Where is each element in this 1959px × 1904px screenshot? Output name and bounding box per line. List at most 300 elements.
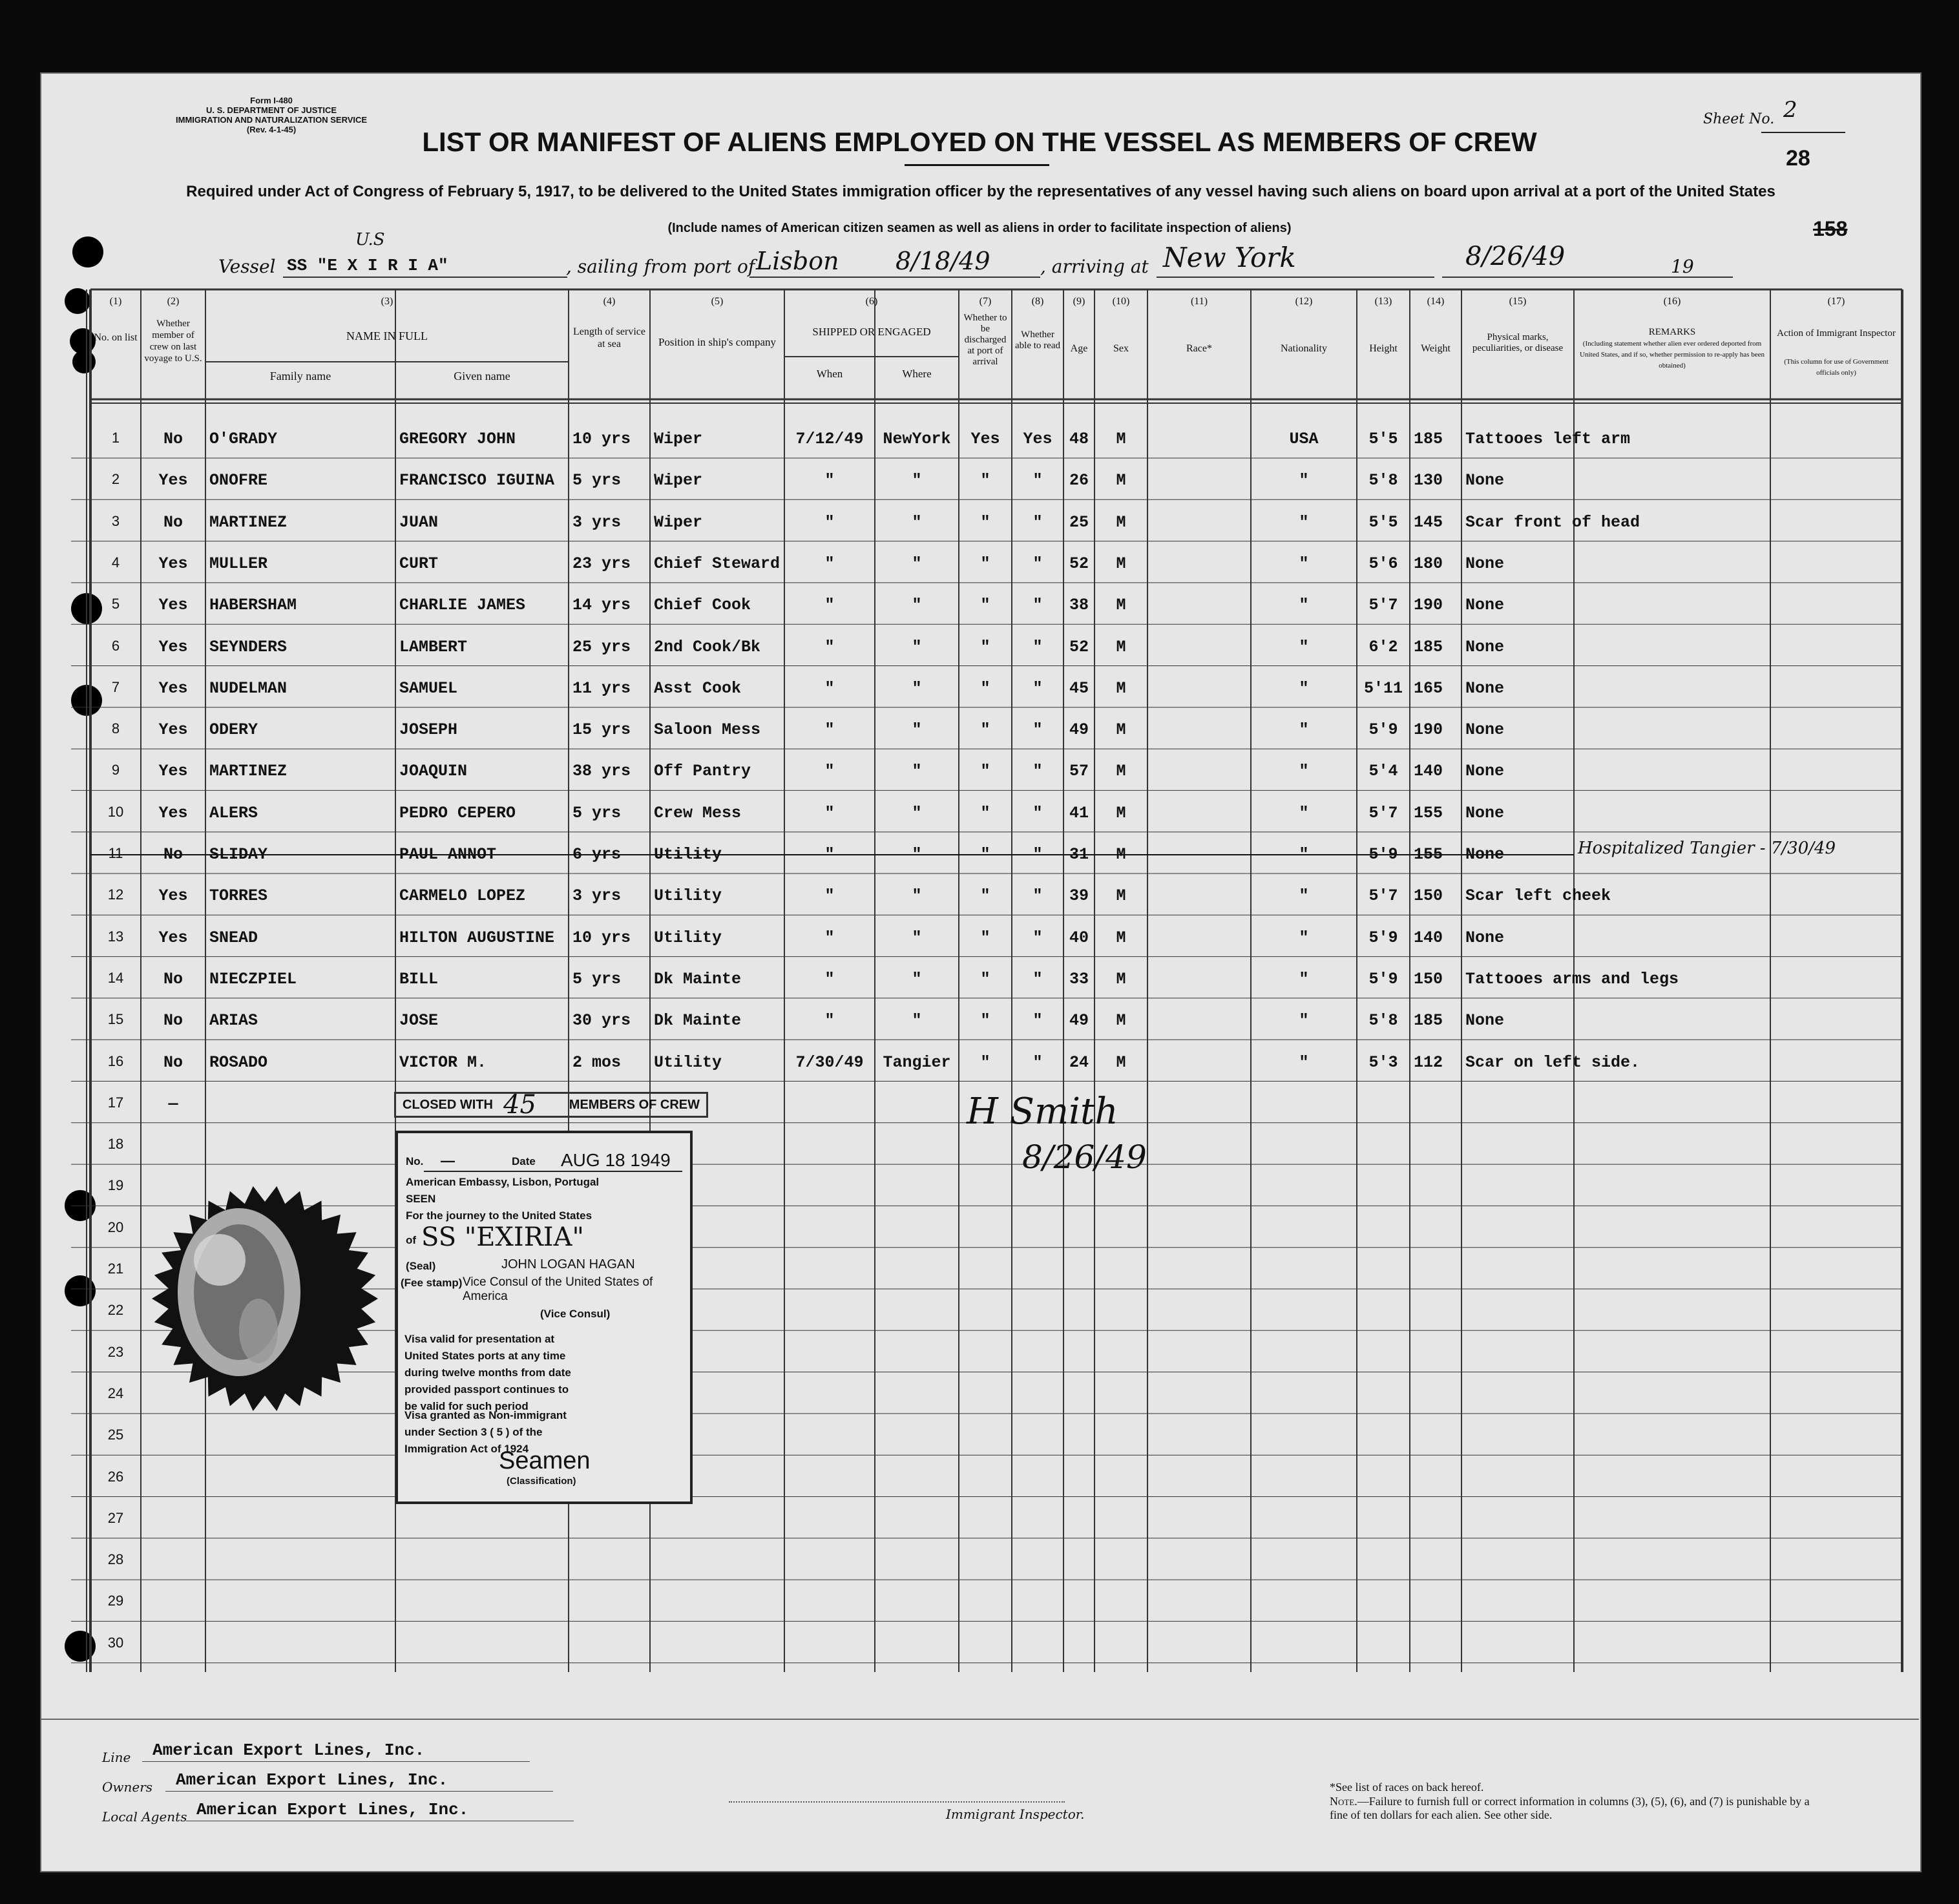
visa-no: — bbox=[441, 1153, 455, 1169]
cell-read: " bbox=[1032, 1052, 1043, 1072]
cell-position: Wiper bbox=[654, 471, 703, 490]
header-col-num: (7) bbox=[979, 296, 992, 307]
cell-nationality: " bbox=[1299, 1011, 1309, 1030]
cell-no: 29 bbox=[107, 1593, 124, 1609]
cell-nationality: " bbox=[1299, 886, 1309, 906]
cell-age: 24 bbox=[1069, 1052, 1089, 1072]
cell-service: 10 yrs bbox=[572, 928, 631, 947]
cell-sex: M bbox=[1116, 928, 1126, 947]
cell-height: 5'7 bbox=[1368, 596, 1398, 615]
header-col-num: (17) bbox=[1827, 296, 1845, 307]
visa-vessel: SS "EXIRIA" bbox=[421, 1222, 584, 1252]
visa-classification: Seamen bbox=[499, 1447, 591, 1474]
cell-marks: None bbox=[1465, 471, 1505, 490]
cell-no: 8 bbox=[111, 720, 120, 737]
closed-stamp bbox=[394, 1092, 708, 1118]
cell-where: " bbox=[912, 554, 922, 573]
header-col-num: (10) bbox=[1112, 296, 1130, 307]
visa-granted: Visa granted as Non-immigrant under Section 3 ( 5 ) of the Immigration Act of 1924 bbox=[404, 1409, 567, 1455]
line-value: American Export Lines, Inc. bbox=[152, 1741, 425, 1760]
owners-rule bbox=[165, 1791, 553, 1792]
cell-given: JOSE bbox=[399, 1011, 439, 1030]
signature-name: H Smith bbox=[967, 1091, 1118, 1133]
cell-weight: 180 bbox=[1414, 554, 1443, 573]
cell-given: JOAQUIN bbox=[399, 762, 468, 781]
header-col-num: (6) bbox=[865, 296, 878, 307]
cell-given: JOSEPH bbox=[399, 720, 458, 740]
cell-read: " bbox=[1032, 678, 1043, 698]
cell-nationality: " bbox=[1299, 803, 1309, 822]
cell-discharge: " bbox=[980, 803, 990, 822]
cell-where: " bbox=[912, 969, 922, 989]
cell-nationality: " bbox=[1299, 596, 1309, 615]
cell-marks: None bbox=[1465, 845, 1505, 864]
owners-label: Owners bbox=[102, 1779, 153, 1795]
cell-given: FRANCISCO IGUINA bbox=[399, 471, 555, 490]
cell-remarks: Hospitalized Tangier - 7/30/49 bbox=[1578, 839, 1836, 858]
cell-prev: Yes bbox=[158, 803, 188, 822]
cell-prev: Yes bbox=[158, 596, 188, 615]
header-col-num: (2) bbox=[167, 296, 180, 307]
cell-marks: Scar on left side. bbox=[1465, 1052, 1640, 1072]
cell-no: 6 bbox=[111, 637, 120, 654]
cell-when: " bbox=[824, 471, 835, 490]
revision: (Rev. 4-1-45) bbox=[246, 125, 297, 134]
cell-prev: Yes bbox=[158, 637, 188, 656]
cell-discharge: " bbox=[980, 845, 990, 864]
cell-marks: Scar left cheek bbox=[1465, 886, 1611, 906]
cell-discharge: " bbox=[980, 720, 990, 740]
cell-prev: No bbox=[163, 512, 183, 532]
cell-given: SAMUEL bbox=[399, 678, 458, 698]
cell-family: ARIAS bbox=[209, 1011, 258, 1030]
cell-weight: 190 bbox=[1414, 720, 1443, 740]
cell-sex: M bbox=[1116, 637, 1126, 656]
cell-when: 7/12/49 bbox=[795, 430, 864, 448]
service-name: IMMIGRATION AND NATURALIZATION SERVICE bbox=[176, 115, 368, 125]
header-sub-label: Where bbox=[902, 368, 932, 380]
cell-discharge: " bbox=[980, 928, 990, 947]
cell-read: " bbox=[1032, 596, 1043, 615]
header-col-label: Whether member of crew on last voyage to U.S. bbox=[144, 319, 202, 364]
crew-note: (Include names of American citizen seamen as well as aliens in order to facilitate inspection of aliens) bbox=[667, 221, 1292, 235]
cell-family: SLIDAY bbox=[209, 845, 268, 864]
cell-no: 17 bbox=[107, 1094, 124, 1111]
cell-prev: No bbox=[163, 969, 183, 989]
cell-position: Dk Mainte bbox=[654, 969, 742, 989]
cell-nationality: " bbox=[1299, 969, 1309, 989]
cell-height: 5'4 bbox=[1368, 762, 1398, 781]
header-col-num: (11) bbox=[1190, 296, 1208, 307]
cell-marks: Tattooes left arm bbox=[1465, 430, 1631, 448]
cell-given: CURT bbox=[399, 554, 439, 573]
cell-nationality: " bbox=[1299, 554, 1309, 573]
arriving-label: , arriving at bbox=[1040, 256, 1149, 277]
cell-sex: M bbox=[1116, 803, 1126, 822]
cell-no: 11 bbox=[108, 845, 123, 861]
cell-height: 6'2 bbox=[1368, 637, 1398, 656]
header-col-label: REMARKS bbox=[1648, 327, 1696, 337]
header-sub-label: When bbox=[816, 368, 843, 380]
inspector-rule bbox=[729, 1801, 1065, 1803]
cell-age: 26 bbox=[1069, 471, 1089, 490]
cell-height: 5'7 bbox=[1368, 803, 1398, 822]
cell-where: " bbox=[912, 637, 922, 656]
cell-given: JUAN bbox=[399, 512, 439, 532]
cell-when: " bbox=[824, 554, 835, 573]
visa-class-label: (Classification) bbox=[507, 1476, 576, 1487]
cell-discharge: " bbox=[980, 637, 990, 656]
cell-service: 2 mos bbox=[572, 1052, 622, 1072]
cell-service: 11 yrs bbox=[572, 678, 631, 698]
embossed-seal bbox=[142, 1176, 388, 1421]
cell-prev: No bbox=[163, 430, 183, 448]
header-col-label: Length of service at sea bbox=[573, 326, 645, 350]
cell-prev: No bbox=[163, 845, 183, 864]
cell-service: 25 yrs bbox=[572, 637, 631, 656]
cell-prev: Yes bbox=[158, 554, 188, 573]
header-col-num: (1) bbox=[109, 296, 122, 307]
cell-read: " bbox=[1032, 762, 1043, 781]
cell-when: " bbox=[824, 720, 835, 740]
vessel-name: SS "E X I R I A" bbox=[287, 256, 448, 275]
cell-given: CARMELO LOPEZ bbox=[399, 886, 526, 906]
sheet-label: Sheet No. bbox=[1703, 111, 1775, 127]
cell-service: 5 yrs bbox=[572, 969, 622, 989]
cell-given: PAUL ANNOT bbox=[399, 845, 497, 864]
cell-where: Tangier bbox=[883, 1052, 951, 1072]
cell-sex: M bbox=[1116, 430, 1126, 448]
cell-where: " bbox=[912, 596, 922, 615]
cell-when: " bbox=[824, 512, 835, 532]
cell-no: 4 bbox=[111, 554, 120, 570]
cell-read: " bbox=[1032, 720, 1043, 740]
cell-given: CHARLIE JAMES bbox=[399, 596, 526, 615]
sailing-label: , sailing from port of bbox=[566, 256, 755, 277]
cell-family: HABERSHAM bbox=[209, 596, 297, 615]
cell-prev: Yes bbox=[158, 762, 188, 781]
cell-no: 22 bbox=[107, 1302, 124, 1319]
cell-nationality: " bbox=[1299, 928, 1309, 947]
cell-position: Utility bbox=[654, 928, 722, 947]
agents-value: American Export Lines, Inc. bbox=[196, 1800, 469, 1819]
cell-where: " bbox=[912, 803, 922, 822]
cell-height: 5'8 bbox=[1368, 1011, 1398, 1030]
cell-age: 49 bbox=[1069, 720, 1089, 740]
header-col-label: Position in ship's company bbox=[658, 336, 777, 348]
header-col-label: Action of Immigrant Inspector bbox=[1777, 328, 1896, 339]
cell-height: 5'11 bbox=[1363, 678, 1403, 698]
cell-position: Chief Steward bbox=[654, 554, 780, 573]
cell-when: " bbox=[824, 1011, 835, 1030]
closed-post: MEMBERS OF CREW bbox=[569, 1097, 700, 1112]
cell-nationality: " bbox=[1299, 637, 1309, 656]
cell-read: " bbox=[1032, 886, 1043, 906]
from-port: Lisbon bbox=[756, 247, 839, 275]
cell-position: Utility bbox=[654, 1052, 722, 1072]
cell-no: 1 bbox=[111, 430, 120, 446]
cell-no: 21 bbox=[107, 1261, 124, 1277]
race-note: *See list of races on back hereof. bbox=[1330, 1781, 1484, 1794]
cell-family: SNEAD bbox=[209, 928, 258, 947]
cell-prev: Yes bbox=[158, 471, 188, 490]
cell-when: " bbox=[824, 762, 835, 781]
cell-no: 10 bbox=[107, 803, 124, 820]
header-col-num: (13) bbox=[1374, 296, 1392, 307]
vessel-label: Vessel bbox=[218, 256, 276, 277]
cell-sex: M bbox=[1116, 720, 1126, 740]
cell-height: 5'9 bbox=[1368, 845, 1398, 864]
cell-discharge: Yes bbox=[970, 430, 1000, 448]
cell-discharge: " bbox=[980, 969, 990, 989]
cell-height: 5'7 bbox=[1368, 886, 1398, 906]
cell-discharge: " bbox=[980, 1052, 990, 1072]
visa-rule bbox=[424, 1171, 682, 1172]
header-col-num: (15) bbox=[1509, 296, 1527, 307]
visa-of-label: of bbox=[406, 1234, 417, 1246]
header-col-num: (4) bbox=[603, 296, 616, 307]
cell-no: 25 bbox=[107, 1427, 124, 1443]
cell-prev: Yes bbox=[158, 886, 188, 906]
cell-marks: None bbox=[1465, 762, 1505, 781]
department: U. S. DEPARTMENT OF JUSTICE bbox=[206, 105, 337, 115]
cell-where: NewYork bbox=[883, 430, 951, 448]
header-col-label: Physical marks, peculiarities, or disease bbox=[1472, 332, 1564, 353]
cell-nationality: " bbox=[1299, 1052, 1309, 1072]
cell-prev: Yes bbox=[158, 720, 188, 740]
cell-family: MARTINEZ bbox=[209, 512, 288, 532]
cell-family: ALERS bbox=[209, 803, 258, 822]
cell-sex: M bbox=[1116, 1052, 1126, 1072]
form-number: Form I-480 bbox=[250, 96, 293, 105]
cell-age: 52 bbox=[1069, 637, 1089, 656]
cell-when: " bbox=[824, 969, 835, 989]
cell-sex: M bbox=[1116, 969, 1126, 989]
cell-weight: 185 bbox=[1414, 430, 1443, 448]
visa-fee-stamp: (Fee stamp) bbox=[401, 1277, 463, 1289]
cell-nationality: " bbox=[1299, 471, 1309, 490]
cell-no: 20 bbox=[107, 1219, 124, 1235]
header-col-label: Nationality bbox=[1281, 343, 1327, 354]
cell-service: 5 yrs bbox=[572, 471, 622, 490]
cell-when: " bbox=[824, 803, 835, 822]
cell-family: NIECZPIEL bbox=[209, 969, 297, 989]
cell-service: 3 yrs bbox=[572, 886, 622, 906]
cell-position: Dk Mainte bbox=[654, 1011, 742, 1030]
cell-discharge: " bbox=[980, 678, 990, 698]
cell-no: 9 bbox=[111, 762, 120, 779]
cell-marks: Tattooes arms and legs bbox=[1465, 969, 1679, 989]
inspector-label: Immigrant Inspector. bbox=[946, 1806, 1085, 1822]
cell-when: " bbox=[824, 637, 835, 656]
cell-no: 30 bbox=[107, 1634, 124, 1651]
cell-no: 13 bbox=[107, 928, 124, 945]
header-col-num: (5) bbox=[711, 296, 724, 307]
cell-family: ODERY bbox=[209, 720, 258, 740]
to-date: 8/26/49 bbox=[1465, 242, 1566, 271]
strike-line bbox=[90, 854, 1574, 855]
header-col-label: Weight bbox=[1421, 343, 1451, 354]
cell-discharge: " bbox=[980, 596, 990, 615]
cell-no: 23 bbox=[107, 1343, 124, 1360]
cell-family: NUDELMAN bbox=[209, 678, 288, 698]
cell-no: 24 bbox=[107, 1385, 124, 1401]
cell-weight: 150 bbox=[1414, 886, 1443, 906]
cell-sex: M bbox=[1116, 554, 1126, 573]
header-col-num: (3) bbox=[381, 296, 393, 307]
cell-sex: M bbox=[1116, 512, 1126, 532]
cell-service: 6 yrs bbox=[572, 845, 622, 864]
cell-service: 23 yrs bbox=[572, 554, 631, 573]
header-sub-label: (This column for use of Government officials only) bbox=[1784, 358, 1889, 377]
cell-when: " bbox=[824, 845, 835, 864]
cell-height: 5'5 bbox=[1368, 430, 1398, 448]
cell-marks: Scar front of head bbox=[1465, 512, 1640, 532]
cell-read: " bbox=[1032, 845, 1043, 864]
header-col-num: (9) bbox=[1073, 296, 1085, 307]
cell-no: 2 bbox=[111, 471, 120, 488]
cell-weight: 112 bbox=[1414, 1052, 1443, 1072]
cell-no: 26 bbox=[107, 1468, 124, 1485]
cell-where: " bbox=[912, 928, 922, 947]
visa-journey: For the journey to the United States bbox=[406, 1209, 592, 1222]
cell-age: 45 bbox=[1069, 678, 1089, 698]
closed-pre: CLOSED WITH bbox=[403, 1097, 493, 1112]
cell-age: 57 bbox=[1069, 762, 1089, 781]
visa-officer: JOHN LOGAN HAGAN bbox=[501, 1257, 635, 1271]
cell-read: " bbox=[1032, 512, 1043, 532]
cell-no: 15 bbox=[107, 1011, 124, 1028]
cell-marks: None bbox=[1465, 720, 1505, 740]
header-col-label: Whether to be discharged at port of arrival bbox=[963, 313, 1007, 367]
header-col-label: NAME IN FULL bbox=[346, 330, 428, 342]
cell-weight: 150 bbox=[1414, 969, 1443, 989]
note-text: —Failure to furnish full or correct information in columns (3), (5), (6), and (7) is punishable by a fine of ten dollars for each alien. See other side. bbox=[1330, 1795, 1810, 1821]
visa-officer-title: Vice Consul of the United States of America bbox=[463, 1275, 653, 1303]
header-col-label: Sex bbox=[1113, 343, 1129, 354]
cell-family: ONOFRE bbox=[209, 471, 268, 490]
cell-discharge: " bbox=[980, 512, 990, 532]
cell-age: 39 bbox=[1069, 886, 1089, 906]
cell-marks: None bbox=[1465, 554, 1505, 573]
signature-date: 8/26/49 bbox=[1022, 1138, 1147, 1176]
cell-given: VICTOR M. bbox=[399, 1052, 487, 1072]
cell-sex: M bbox=[1116, 471, 1126, 490]
footer-rule bbox=[40, 1719, 1919, 1720]
cell-read: " bbox=[1032, 471, 1043, 490]
cell-where: " bbox=[912, 678, 922, 698]
cell-marks: None bbox=[1465, 803, 1505, 822]
from-date: 8/18/49 bbox=[896, 247, 990, 275]
owners-value: American Export Lines, Inc. bbox=[176, 1770, 448, 1790]
cell-height: 5'9 bbox=[1368, 928, 1398, 947]
cell-where: " bbox=[912, 471, 922, 490]
cell-where: " bbox=[912, 720, 922, 740]
cell-height: 5'8 bbox=[1368, 471, 1398, 490]
header-col-num: (12) bbox=[1295, 296, 1313, 307]
cell-weight: 155 bbox=[1414, 845, 1443, 864]
cell-position: Utility bbox=[654, 886, 722, 906]
agents-label: Local Agents bbox=[102, 1809, 187, 1825]
header-col-label: Whether able to read bbox=[1015, 330, 1060, 351]
cell-prev: No bbox=[163, 1052, 183, 1072]
header-sub-label: (Including statement whether alien ever ordered deported from United States, and if so, whether permission to re-apply has been obtained) bbox=[1580, 340, 1765, 370]
cell-where: " bbox=[912, 886, 922, 906]
cell-where: " bbox=[912, 1011, 922, 1030]
cell-age: 49 bbox=[1069, 1011, 1089, 1030]
cell-family: SEYNDERS bbox=[209, 637, 288, 656]
cell-family: MULLER bbox=[209, 554, 268, 573]
cell-service: 14 yrs bbox=[572, 596, 631, 615]
cell-read: " bbox=[1032, 1011, 1043, 1030]
cell-age: 31 bbox=[1069, 845, 1089, 864]
cell-family: ROSADO bbox=[209, 1052, 268, 1072]
cell-weight: 185 bbox=[1414, 637, 1443, 656]
closed-count: 45 bbox=[503, 1090, 536, 1120]
cell-service: 30 yrs bbox=[572, 1011, 631, 1030]
header-col-label: No. on list bbox=[94, 332, 138, 343]
cell-discharge: " bbox=[980, 886, 990, 906]
header-col-label: Age bbox=[1070, 343, 1088, 354]
cell-prev: No bbox=[163, 1011, 183, 1030]
cell-position: Asst Cook bbox=[654, 678, 742, 698]
cell-height: 5'3 bbox=[1368, 1052, 1398, 1072]
cell-sex: M bbox=[1116, 1011, 1126, 1030]
cell-nationality: " bbox=[1299, 845, 1309, 864]
visa-stamp bbox=[395, 1131, 693, 1504]
cell-age: 38 bbox=[1069, 596, 1089, 615]
cell-service: 38 yrs bbox=[572, 762, 631, 781]
fine-note bbox=[1330, 1795, 1821, 1822]
visa-embassy: American Embassy, Lisbon, Portugal bbox=[406, 1176, 600, 1188]
cell-position: 2nd Cook/Bk bbox=[654, 637, 761, 656]
cell-where: " bbox=[912, 512, 922, 532]
visa-seal: (Seal) bbox=[406, 1260, 436, 1272]
us-mark: U.S bbox=[355, 230, 385, 249]
cell-no: 3 bbox=[111, 512, 120, 529]
cell-no: 28 bbox=[107, 1551, 124, 1568]
cell-marks: None bbox=[1465, 928, 1505, 947]
cell-service: 15 yrs bbox=[572, 720, 631, 740]
cell-when: " bbox=[824, 886, 835, 906]
cell-given: BILL bbox=[399, 969, 439, 989]
cell-prev: Yes bbox=[158, 928, 188, 947]
cell-age: 52 bbox=[1069, 554, 1089, 573]
cell-weight: 145 bbox=[1414, 512, 1443, 532]
visa-consul: (Vice Consul) bbox=[540, 1308, 611, 1320]
cell-nationality: " bbox=[1299, 762, 1309, 781]
cell-marks: None bbox=[1465, 1011, 1505, 1030]
year-label: 19 bbox=[1671, 256, 1694, 277]
cell-age: 41 bbox=[1069, 803, 1089, 822]
cell-discharge: " bbox=[980, 762, 990, 781]
cell-weight: 130 bbox=[1414, 471, 1443, 490]
cell-height: 5'5 bbox=[1368, 512, 1398, 532]
cell-no: 18 bbox=[107, 1136, 124, 1153]
cell-sex: M bbox=[1116, 596, 1126, 615]
cell-age: 25 bbox=[1069, 512, 1089, 532]
line-label: Line bbox=[102, 1750, 131, 1765]
cell-position: Saloon Mess bbox=[654, 720, 761, 740]
cell-sex: M bbox=[1116, 845, 1126, 864]
cell-read: " bbox=[1032, 928, 1043, 947]
visa-date-label: Date bbox=[512, 1155, 536, 1167]
header-sub-label: Family name bbox=[269, 370, 331, 382]
cell-no: 16 bbox=[107, 1052, 124, 1069]
cell-nationality: " bbox=[1299, 512, 1309, 532]
cell-sex: M bbox=[1116, 886, 1126, 906]
cell-weight: 140 bbox=[1414, 928, 1443, 947]
